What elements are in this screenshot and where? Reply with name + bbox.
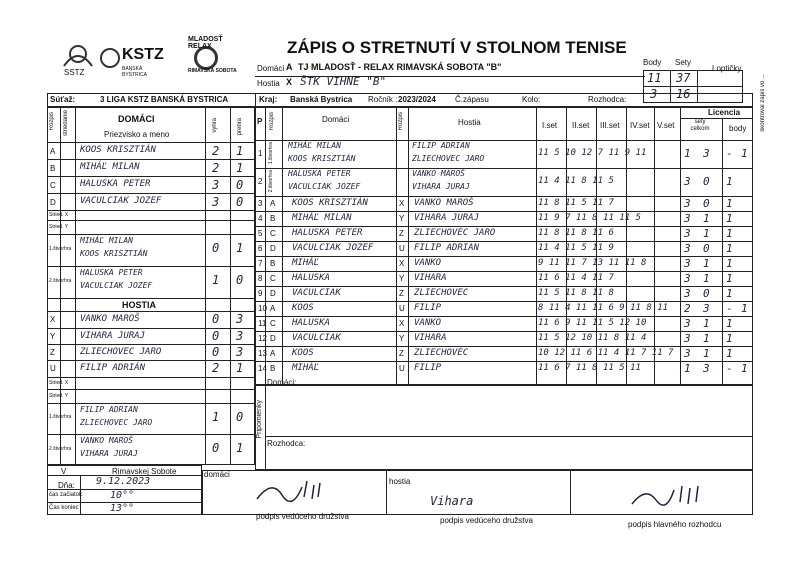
kolo-label: Kolo: [522,95,541,104]
hostia-signature[interactable]: Vihara [430,494,474,508]
sets-home[interactable]: 1 [684,147,691,160]
home-player[interactable]: KOOS KRISZTIÁN [288,154,356,163]
points-home[interactable]: 1 [726,175,733,188]
doubles-player-2[interactable]: VACULCIAK JOZEF [80,281,153,290]
player-wins[interactable]: 2 [212,161,220,175]
sety-label: Sety [675,58,692,67]
match-slot: 1.štvorhra [268,142,274,165]
set-scores[interactable]: 11 6 9 11 11 5 12 10 [538,318,647,328]
player-letter: B [50,164,56,173]
set-scores[interactable]: 10 12 11 6 11 4 11 7 11 7 [538,348,674,358]
match-slot: A [270,199,276,208]
doubles-player-1[interactable]: VANKO MAROŠ [80,436,133,445]
sets-home[interactable]: 3 [684,317,691,330]
hostia-team[interactable]: ŠTK VIHNE "B" [300,75,387,88]
doubles-wins[interactable]: 1 [212,273,220,287]
home-player[interactable]: MIHÁĽ MILAN [288,141,341,150]
player-letter: Z [50,348,55,357]
player-losses[interactable]: 1 [236,161,244,175]
home-player[interactable]: MIHÁĽ [292,258,320,268]
player-losses[interactable]: 1 [236,144,244,158]
home-player[interactable]: VACULCIAK [292,333,341,343]
player-wins[interactable]: 0 [212,345,220,359]
sutaz-label: Súťaž: [50,95,76,104]
away-player[interactable]: VIHARA JURAJ [412,182,470,191]
player-wins[interactable]: 0 [212,329,220,343]
home-player[interactable]: VACULCIAK [292,288,341,298]
match-number: 10 [258,304,267,313]
match-slot: C [270,319,276,328]
player-wins[interactable]: 3 [212,178,220,192]
hostia-label: Hostia [257,79,280,88]
match-slot: A [270,349,276,358]
sets-home[interactable]: 3 [684,227,691,240]
sets-home[interactable]: 3 [684,197,691,210]
domaci-heading: DOMÁCI [118,114,155,124]
player-name[interactable]: VACULCIAK JOZEF [80,196,162,206]
sets-home[interactable]: 3 [684,242,691,255]
player-losses[interactable]: 0 [236,195,244,209]
match-slot: B [270,259,276,268]
rozhodca-label: Rozhodca: [588,95,627,104]
domaci-label: Domáci [257,64,285,73]
home-player[interactable]: HALUSKA [292,273,330,283]
away-player[interactable]: FILIP [414,303,442,313]
sstz-logo: SSTZ [58,40,98,80]
away-player[interactable]: ZLIECHOVEC JARO [412,154,485,163]
home-player[interactable]: VACULCIAK JOZEF [292,243,374,253]
home-player[interactable]: MIHÁĽ [292,363,320,373]
sety-hostia[interactable]: 16 [676,87,691,101]
doubles-losses[interactable]: 1 [236,241,244,255]
doubles-player-1[interactable]: HALUSKA PETER [80,268,143,277]
points-home[interactable]: 1 [726,242,733,255]
away-player[interactable]: FILIP [414,363,442,373]
player-letter: A [50,147,56,156]
away-player[interactable]: FILIP ADRIAN [412,141,470,150]
points-home[interactable]: 1 [726,227,733,240]
sets-home[interactable]: 3 [684,332,691,345]
player-name[interactable]: MIHÁĽ MILAN [80,162,140,172]
away-slot: Z [399,229,404,238]
home-player[interactable]: KOOS KRISZTIÁN [292,198,368,208]
right-vertical-note: skontroval zápis vo ... [760,74,766,132]
points-away[interactable]: 1 [741,147,748,160]
rozhodca-note-label: Rozhodca: [267,439,306,448]
domaci-note-label: Domáci: [267,378,297,387]
match-slot: B [270,364,276,373]
away-slot: Y [399,334,405,343]
match-slot: 2.štvorhra [268,170,274,193]
player-losses[interactable]: 3 [236,312,244,326]
date-value[interactable]: 9.12.2023 [96,476,151,487]
player-name[interactable]: VIHARA JURAJ [80,331,146,341]
away-slot: Z [399,349,404,358]
doubles-player-2[interactable]: ZLIECHOVEC JARO [80,418,153,427]
sets-away[interactable]: 1 [703,332,710,345]
match-slot: C [270,274,276,283]
hostia-letter: X [286,77,293,87]
body-hostia[interactable]: 3 [650,87,658,101]
doubles-losses[interactable]: 0 [236,410,244,424]
match-slot: B [270,214,276,223]
points-home[interactable]: 1 [726,332,733,345]
player-letter: X [50,315,56,324]
set-scores[interactable]: 11 8 11 5 11 7 [538,198,614,208]
player-losses[interactable]: 1 [236,361,244,375]
match-slot: C [270,229,276,238]
set-scores[interactable]: 11 6 11 4 11 7 [538,273,614,283]
doubles-losses[interactable]: 1 [236,441,244,455]
away-player[interactable]: ZLIECHOVEC [414,348,469,358]
away-slot: U [399,244,405,253]
sets-away[interactable]: 1 [703,257,710,270]
domaci-letter: A [286,62,293,72]
set-scores[interactable]: 11 9 7 11 8 11 11 5 [538,213,641,223]
rocnik-value: 2023/2024 [398,95,436,104]
match-slot: D [270,244,276,253]
domaci-team: TJ MLADOSŤ - RELAX RIMAVSKÁ SOBOTA "B" [298,62,502,72]
match-number: 14 [258,364,267,373]
domaci-signature[interactable] [252,477,332,510]
doubles-player-1[interactable]: MIHÁĽ MILAN [80,236,133,245]
sets-away[interactable]: 3 [703,362,710,375]
away-slot: U [399,304,405,313]
home-player[interactable]: VACULCIAK JOZEF [288,182,361,191]
match-number: 5 [258,229,263,238]
points-home[interactable]: 1 [726,317,733,330]
start-time[interactable]: 10°° [110,490,135,501]
player-losses[interactable]: 3 [236,345,244,359]
match-number: 4 [258,214,263,223]
player-wins[interactable]: 2 [212,361,220,375]
points-home[interactable]: 1 [726,287,733,300]
pripomienky-label: Pripomienky [256,400,263,439]
player-letter: Y [50,332,56,341]
points-home[interactable]: 1 [726,257,733,270]
away-slot: Y [399,274,405,283]
home-player[interactable]: HALUSKA [292,318,330,328]
match-number: 9 [258,289,263,298]
player-letter: D [50,198,56,207]
v-place: Rimavskej Sobote [112,467,177,476]
player-name[interactable]: HALUSKA PETER [80,179,151,189]
sets-home[interactable]: 2 [684,302,691,315]
lopticky-label: Loptičky [712,64,742,73]
page-title: ZÁPIS O STRETNUTÍ V STOLNOM TENISE [287,38,627,57]
match-slot: D [270,334,276,343]
away-player[interactable]: VIHARA [414,333,447,343]
match-number: 1 [258,149,263,158]
kraj-value: Banská Bystrica [290,95,353,104]
home-player[interactable]: KOOS [292,303,314,313]
player-wins[interactable]: 2 [212,144,220,158]
set-scores[interactable]: 9 11 11 7 13 11 11 8 [538,258,647,268]
away-player[interactable]: VIHARA [414,273,447,283]
away-slot: U [399,364,405,373]
points-home[interactable]: 1 [726,212,733,225]
set-scores[interactable]: 11 6 7 11 8 11 5 11 [538,363,641,373]
player-wins[interactable]: 0 [212,312,220,326]
set-scores[interactable]: 11 4 11 8 11 5 [538,176,614,186]
sets-home[interactable]: 1 [684,362,691,375]
sets-away[interactable]: 0 [703,197,710,210]
sets-home[interactable]: 3 [684,175,691,188]
player-name[interactable]: ZLIECHOVEC JARO [80,347,162,357]
set-scores[interactable]: 11 4 11 5 11 9 [538,243,614,253]
away-player[interactable]: VANKO MAROŠ [412,169,465,178]
rocnik-label: Ročník : [368,95,398,104]
player-letter: U [50,364,56,373]
sets-away[interactable]: 1 [703,317,710,330]
home-player[interactable]: HALUSKA PETER [292,228,363,238]
points-home[interactable]: 1 [726,197,733,210]
match-number: 6 [258,244,263,253]
match-number: 11 [258,319,267,328]
sets-home[interactable]: 3 [684,347,691,360]
points-home[interactable]: - [726,362,733,375]
sets-away[interactable]: 0 [703,175,710,188]
sets-away[interactable]: 3 [703,147,710,160]
set-scores[interactable]: 11 5 12 10 11 8 11 4 [538,333,647,343]
body-label: Body [643,58,662,67]
home-player[interactable]: KOOS [292,348,314,358]
points-home[interactable]: - [726,302,733,315]
sets-away[interactable]: 0 [703,242,710,255]
points-home[interactable]: 1 [726,347,733,360]
away-player[interactable]: VANKO MAROŠ [414,198,474,208]
sets-away[interactable]: 0 [703,287,710,300]
doubles-losses[interactable]: 0 [236,273,244,287]
points-home[interactable]: - [726,147,733,160]
sets-home[interactable]: 3 [684,272,691,285]
kraj-label: Kraj: [259,95,278,104]
player-name[interactable]: KOOS KRISZTIÁN [80,145,156,155]
doubles-player-2[interactable]: VIHARA JURAJ [80,449,138,458]
away-slot: Y [399,214,405,223]
away-player[interactable]: VIHARA JURAJ [414,213,480,223]
sets-away[interactable]: 1 [703,347,710,360]
away-player[interactable]: ZLIECHOVEC [414,288,469,298]
match-slot: A [270,304,276,313]
sety-domaci[interactable]: 37 [676,71,691,85]
player-name[interactable]: FILIP ADRIÁN [80,363,146,373]
away-player[interactable]: FILIP ADRIAN [414,243,480,253]
rozhodca-signature[interactable] [628,482,708,513]
player-wins[interactable]: 3 [212,195,220,209]
sets-home[interactable]: 3 [684,257,691,270]
home-player[interactable]: HALUSKA PETER [288,169,351,178]
sets-home[interactable]: 3 [684,212,691,225]
doubles-wins[interactable]: 0 [212,241,220,255]
match-number: 3 [258,199,263,208]
doubles-wins[interactable]: 1 [212,410,220,424]
player-losses[interactable]: 0 [236,178,244,192]
match-slot: D [270,289,276,298]
end-time[interactable]: 13°° [110,503,135,514]
mladost-logo: MLADOSŤ RELAX RIMAVSKÁ SOBOTA [188,36,237,74]
points-away[interactable]: 1 [741,302,748,315]
set-scores[interactable]: 11 8 11 8 11 6 [538,228,614,238]
away-player[interactable]: VANKO [414,318,442,328]
away-slot: Z [399,289,404,298]
match-number: 13 [258,349,267,358]
body-domaci[interactable]: 11 [647,71,662,85]
match-number: 8 [258,274,263,283]
away-slot: X [399,199,405,208]
set-scores[interactable]: 11 5 11 8 11 8 [538,288,614,298]
sets-away[interactable]: 1 [703,272,710,285]
home-player[interactable]: MIHÁĽ MILAN [292,213,352,223]
points-away[interactable]: 1 [741,362,748,375]
sets-home[interactable]: 3 [684,287,691,300]
sets-away[interactable]: 3 [703,302,710,315]
doubles-player-1[interactable]: FILIP ADRIAN [80,405,138,414]
doubles-player-2[interactable]: KOOS KRISZTIÁN [80,249,148,258]
away-slot: X [399,259,405,268]
player-losses[interactable]: 3 [236,329,244,343]
sets-away[interactable]: 1 [703,227,710,240]
sets-away[interactable]: 1 [703,212,710,225]
away-player[interactable]: VANKO [414,258,442,268]
hostia-heading: HOSTIA [122,300,157,310]
match-number: 2 [258,177,263,186]
match-number: 7 [258,259,263,268]
sutaz-value: 3 LIGA KSTZ BANSKÁ BYSTRICA [100,95,229,104]
set-scores[interactable]: 11 5 10 12 7 11 9 11 [538,148,647,158]
set-scores[interactable]: 8 11 4 11 11 6 9 11 8 11 [538,303,669,313]
c-zapasu-label: Č.zápasu [455,95,489,104]
match-number: 12 [258,334,267,343]
doubles-wins[interactable]: 0 [212,441,220,455]
player-name[interactable]: VANKO MAROŠ [80,314,140,324]
away-slot: X [399,319,405,328]
points-home[interactable]: 1 [726,272,733,285]
player-letter: C [50,181,56,190]
away-player[interactable]: ZLIECHOVEC JARO [414,228,496,238]
